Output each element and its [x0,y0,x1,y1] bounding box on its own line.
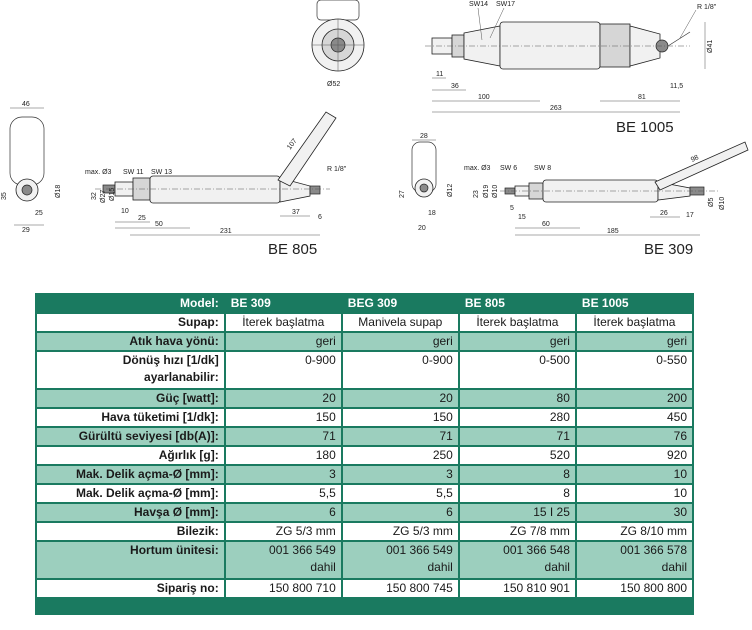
table-row [37,504,692,521]
be309-sw6-label: SW 6 [500,165,518,172]
header-col: BEG 309 [343,295,458,312]
be1005-d11-label: 11 [436,71,444,78]
be309-front-view [399,133,454,232]
table-cell: Manivela supap [343,314,458,331]
be805-side-view [85,112,347,258]
be805-d50-label: 50 [155,221,163,228]
table-cell: 150 800 745 [343,580,458,597]
table-cell: 10 [577,466,692,483]
be805-d32-label: 32 [91,192,98,200]
be309-d27-label: 27 [399,190,406,198]
be805-d10-label: 10 [121,208,129,215]
be309-d17-label: 17 [686,212,694,219]
table-cell: 71 [226,428,341,445]
be1005-d100-label: 100 [478,94,490,101]
table-header-row [37,295,692,312]
be805-d29-label: 29 [22,227,30,234]
cell-line: 001 366 549 [386,543,453,557]
table-cell: 150 800 710 [226,580,341,597]
table-body [37,314,692,597]
table-cell: İterek başlatma [460,314,575,331]
table-row [37,485,692,502]
be805-d231-label: 231 [220,228,232,235]
table-cell: 71 [460,428,575,445]
be1005-d41-label: Ø41 [707,39,714,53]
be1005-r-label: R 1/8" [697,4,717,11]
table-cell: 6 [226,504,341,521]
table-row [37,523,692,540]
table-cell: İterek başlatma [226,314,341,331]
table-cell: geri [343,333,458,350]
table-cell: 180 [226,447,341,464]
be805-d35-label: 35 [1,192,8,200]
spec-table [35,293,694,615]
cell-line: 001 366 548 [503,543,570,557]
header-col: BE 1005 [577,295,692,312]
be1005-d52-label: Ø52 [327,81,341,88]
be1005-side-view [425,1,717,136]
be1005-front-view [312,0,364,88]
be309-maxd3-label: max. Ø3 [464,165,491,172]
be805-d25b-label: 25 [138,215,146,222]
table-cell: 3 [343,466,458,483]
be309-d10b-label: Ø10 [719,196,726,210]
cell-line: 001 366 578 [620,543,687,557]
table-cell: 8 [460,485,575,502]
table-cell: 5,5 [343,485,458,502]
table-row [37,409,692,426]
be1005-d81-label: 81 [638,94,646,101]
row-label: Gürültü seviyesi [db(A)]: [37,428,224,445]
table-cell [577,542,692,578]
be1005-sw14-label: SW14 [469,1,489,8]
table-cell: geri [460,333,575,350]
be805-d18-label: Ø18 [55,184,62,198]
be1005-d115-label: 11,5 [670,83,684,90]
row-label: Bilezik: [37,523,224,540]
be309-side-view [464,142,748,258]
table-cell: ZG 7/8 mm [460,523,575,540]
table-cell: 5,5 [226,485,341,502]
header-col: BE 805 [460,295,575,312]
table-cell: 0-500 [460,352,575,388]
table-row [37,352,692,388]
be805-d27-label: Ø27 [100,189,107,203]
be309-d5-label: 5 [510,205,514,212]
be309-sw8-label: SW 8 [534,165,552,172]
be309-d10-label: Ø10 [492,184,499,198]
be1005-sw17-label: SW17 [496,1,516,8]
be805-d37-label: 37 [292,209,300,216]
cell-line: dahil [427,560,453,574]
be309-d20-label: 20 [418,225,426,232]
table-cell: geri [577,333,692,350]
row-label: Supap: [37,314,224,331]
be309-d12-label: Ø12 [447,183,454,197]
be805-sw13-label: SW 13 [151,169,173,176]
row-label: Sipariş no: [37,580,224,597]
row-label: Hortum ünitesi: [37,542,224,578]
table-row [37,447,692,464]
table-row [37,466,692,483]
be309-d26-label: 26 [660,210,668,217]
be309-d15-label: 15 [518,214,526,221]
table-cell: 8 [460,466,575,483]
table-row [37,390,692,407]
table-cell: 150 800 800 [577,580,692,597]
cell-line: dahil [544,560,570,574]
cell-line: dahil [310,560,336,574]
table-cell: ZG 5/3 mm [226,523,341,540]
table-cell: 0-900 [343,352,458,388]
table-row [37,333,692,350]
table-cell: İterek başlatma [577,314,692,331]
cell-line: dahil [661,560,687,574]
table-cell: geri [226,333,341,350]
table-cell: 0-900 [226,352,341,388]
be309-model-label: BE 309 [644,241,694,258]
table-cell: 0-550 [577,352,692,388]
be309-d98-label: 98 [689,154,700,164]
be805-r-label: R 1/8" [327,166,347,173]
table-row [37,428,692,445]
table-cell: 150 [226,409,341,426]
be805-d46-label: 46 [22,101,30,108]
be1005-model-label: BE 1005 [616,119,674,136]
table-row [37,580,692,597]
table-cell: 20 [343,390,458,407]
table-cell: 150 810 901 [460,580,575,597]
be309-d19-label: Ø19 [483,184,490,198]
be309-d5b-label: Ø5 [708,197,715,207]
table-cell: 920 [577,447,692,464]
table-cell: 71 [343,428,458,445]
table-cell: 20 [226,390,341,407]
table-cell [460,542,575,578]
be805-maxd3-label: max. Ø3 [85,169,112,176]
table-cell: ZG 8/10 mm [577,523,692,540]
be309-d60-label: 60 [542,221,550,228]
table-row [37,314,692,331]
be309-d28-label: 28 [420,133,428,140]
row-label-line: ayarlanabilir: [144,370,219,384]
table-cell: 450 [577,409,692,426]
be309-d23-label: 23 [473,190,480,198]
table-cell: 80 [460,390,575,407]
header-label: Model: [37,295,224,312]
be805-d15-label: Ø15 [109,187,116,201]
be309-d185-label: 185 [607,228,619,235]
table-cell: 520 [460,447,575,464]
be1005-d36-label: 36 [451,83,459,90]
row-label-line: Dönüş hızı [1/dk] [122,353,219,367]
technical-drawings [0,0,752,290]
table-cell: 10 [577,485,692,502]
table-cell [343,542,458,578]
be1005-d263-label: 263 [550,105,562,112]
row-label: Atık hava yönü: [37,333,224,350]
be805-d6-label: 6 [318,214,322,221]
table-cell: 280 [460,409,575,426]
table-row [37,542,692,578]
be309-d18-label: 18 [428,210,436,217]
table-cell: 76 [577,428,692,445]
table-cell [226,542,341,578]
spec-table-grid [35,293,694,599]
cell-line: 001 366 549 [269,543,336,557]
table-cell: ZG 5/3 mm [343,523,458,540]
table-cell: 3 [226,466,341,483]
row-label: Ağırlık [g]: [37,447,224,464]
be805-sw11-label: SW 11 [123,169,144,176]
header-col: BE 309 [226,295,341,312]
table-cell: 200 [577,390,692,407]
be805-model-label: BE 805 [268,241,318,258]
row-label: Güç [watt]: [37,390,224,407]
table-cell: 150 [343,409,458,426]
table-cell: 15 I 25 [460,504,575,521]
row-label [37,352,224,388]
be805-d107-label: 107 [286,137,299,152]
be805-front-view [1,101,62,234]
row-label: Havşa Ø [mm]: [37,504,224,521]
row-label: Mak. Delik açma-Ø [mm]: [37,466,224,483]
table-cell: 6 [343,504,458,521]
table-cell: 30 [577,504,692,521]
row-label: Mak. Delik açma-Ø [mm]: [37,485,224,502]
be805-d25a-label: 25 [35,210,43,217]
row-label: Hava tüketimi [1/dk]: [37,409,224,426]
table-cell: 250 [343,447,458,464]
